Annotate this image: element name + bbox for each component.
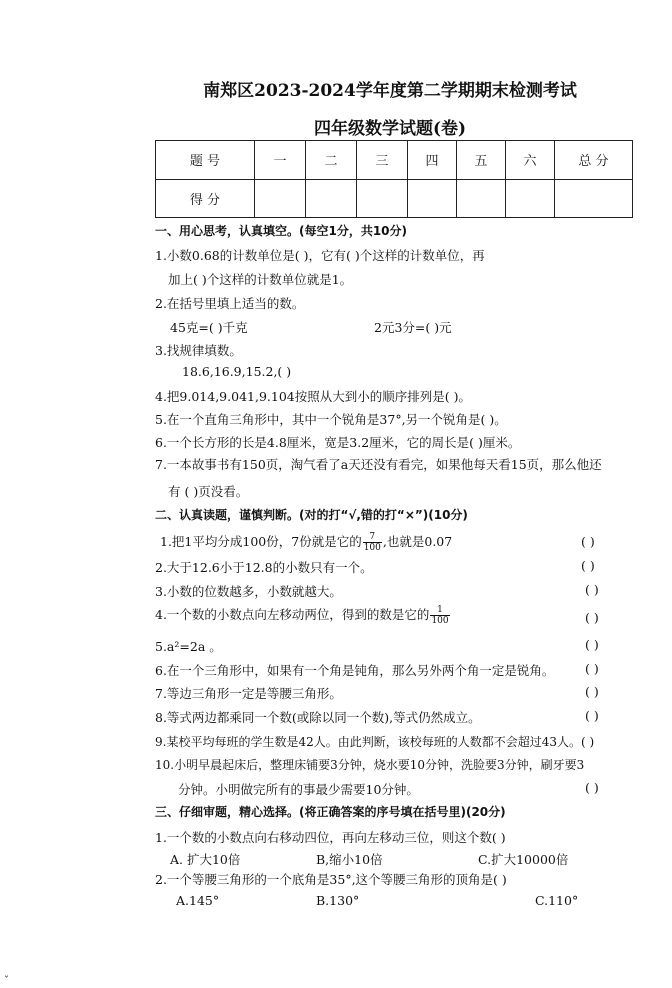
question-text: 1.小数0.68的计数单位是( )，它有( )个这样的计数单位，再: [155, 248, 485, 263]
section3-heading: 三、仔细审题，精心选择。(将正确答案的序号填在括号里)(20分): [155, 805, 506, 819]
question-text: 5.a²=2a 。: [155, 639, 222, 654]
table-cell: 五: [457, 141, 506, 180]
question-text: [160, 532, 452, 553]
table-cell: 题 号: [156, 141, 255, 180]
answer-blank[interactable]: ( ): [581, 558, 595, 573]
table-cell: 得 分: [156, 179, 255, 218]
question-text: 2.在括号里填上适当的数。: [155, 296, 305, 311]
question-text: 45克=( )千克: [170, 320, 248, 335]
question-text: 6.在一个三角形中，如果有一个角是钝角，那么另外两个角一定是锐角。: [155, 663, 555, 678]
score-input-cell[interactable]: [457, 179, 506, 218]
question-text: 8.等式两边都乘同一个数(或除以同一个数),等式仍然成立。: [155, 710, 481, 725]
question-text: 有 ( )页没看。: [168, 484, 249, 499]
fraction: [363, 532, 382, 553]
fraction: [430, 605, 449, 626]
question-text: 2.一个等腰三角形的一个底角是35°,这个等腰三角形的顶角是( ): [155, 872, 507, 887]
question-text: [155, 605, 451, 626]
score-input-cell[interactable]: [306, 179, 357, 218]
answer-blank[interactable]: ( ): [585, 637, 599, 652]
question-text: 加上( )个这样的计数单位就是1。: [168, 272, 353, 287]
score-input-cell[interactable]: [408, 179, 457, 218]
answer-blank[interactable]: ( ): [585, 684, 599, 699]
question-text: 7.等边三角形一定是等腰三角形。: [155, 686, 342, 701]
question-part: 1.把1平均分成100份，7份就是它的: [160, 534, 362, 549]
option-a[interactable]: A.145°: [176, 893, 220, 908]
answer-blank[interactable]: ( ): [585, 708, 599, 723]
score-input-cell[interactable]: [506, 179, 555, 218]
question-text: 10.小明早晨起床后，整理床铺要3分钟，烧水要10分钟，洗脸要3分钟，刷牙要3: [155, 758, 585, 772]
fraction-numerator: 7: [363, 532, 382, 543]
question-text: 1.一个数的小数点向右移动四位，再向左移动三位，则这个数( ): [155, 830, 506, 845]
corner-mark: ˇ: [4, 976, 9, 987]
table-cell: 总 分: [555, 141, 633, 180]
page-title: 南郑区2023-2024学年度第二学期期末检测考试: [203, 81, 577, 101]
question-text: 6.一个长方形的长是4.8厘米，宽是3.2厘米，它的周长是( )厘米。: [155, 435, 521, 450]
score-input-cell[interactable]: [357, 179, 408, 218]
question-part: ,也就是0.07: [382, 534, 453, 549]
option-b[interactable]: B.130°: [316, 893, 360, 908]
table-cell: 四: [408, 141, 457, 180]
score-input-cell[interactable]: [555, 179, 633, 218]
table-cell: 二: [306, 141, 357, 180]
table-cell: 六: [506, 141, 555, 180]
option-c[interactable]: C.扩大10000倍: [478, 852, 569, 867]
question-text: 2元3分=( )元: [374, 320, 452, 335]
section2-heading: 二、认真读题，谨慎判断。(对的打“√,错的打“×”)(10分): [155, 508, 468, 522]
answer-blank[interactable]: ( ): [585, 582, 599, 597]
option-b[interactable]: B,缩小10倍: [316, 852, 383, 867]
question-text: 4.把9.014,9.041,9.104按照从大到小的顺序排列是( )。: [155, 389, 471, 404]
answer-blank[interactable]: ( ): [585, 661, 599, 676]
fraction-numerator: 1: [430, 605, 449, 616]
question-text: 3.小数的位数越多，小数就越大。: [155, 584, 342, 599]
score-table: [155, 140, 633, 218]
option-a[interactable]: A. 扩大10倍: [170, 852, 241, 867]
section1-heading: 一、用心思考，认真填空。(每空1分，共10分): [155, 224, 408, 238]
question-text: 5.在一个直角三角形中，其中一个锐角是37°,另一个锐角是( )。: [155, 412, 507, 427]
question-text: 3.找规律填数。: [155, 343, 242, 358]
question-text: 分钟。小明做完所有的事最少需要10分钟。: [178, 782, 419, 797]
table-cell: 一: [255, 141, 306, 180]
score-input-cell[interactable]: [255, 179, 306, 218]
answer-blank[interactable]: ( ): [585, 610, 599, 625]
page-subtitle: 四年级数学试题(卷): [313, 119, 467, 139]
fraction-denominator: 100: [431, 616, 449, 626]
table-cell: 三: [357, 141, 408, 180]
option-c[interactable]: C.110°: [535, 893, 579, 908]
question-part: 4.一个数的小数点向左移动两位，得到的数是它的: [155, 607, 430, 622]
question-text: 9.某校平均每班的学生数是42人。由此判断，该校每班的人数都不会超过43人。( ): [155, 735, 595, 749]
answer-blank[interactable]: ( ): [585, 780, 599, 795]
score-table-header-row: [156, 141, 633, 180]
question-text: 7.一本故事书有150页，淘气看了a天还没有看完，如果他每天看15页，那么他还: [155, 457, 602, 472]
question-text: 18.6,16.9,15.2,( ): [182, 364, 292, 379]
question-text: 2.大于12.6小于12.8的小数只有一个。: [155, 560, 373, 575]
answer-blank[interactable]: ( ): [581, 534, 595, 549]
score-table-score-row: [156, 179, 633, 218]
fraction-denominator: 100: [363, 543, 381, 553]
